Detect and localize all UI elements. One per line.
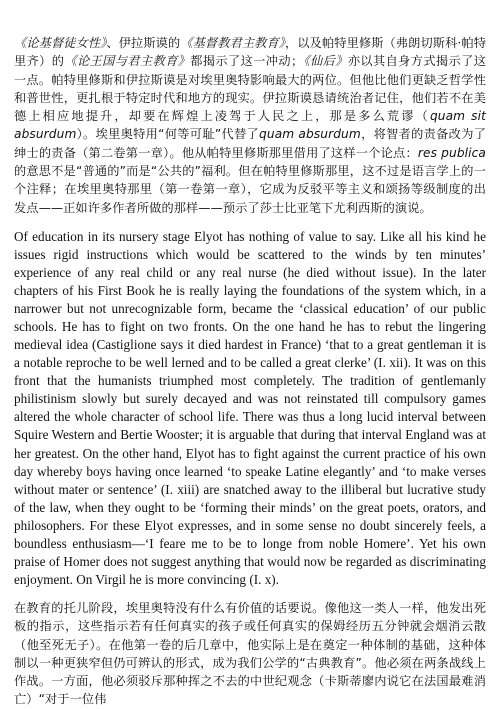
chinese-paragraph-top: [14, 34, 486, 217]
english-paragraph: Of education in its nursery stage Elyot has nothing of value to say. Like all his kind he issues rigid instructions which would be scattered to the winds by ten minutes’ experience of any real child or any real nurse (he died without issue). In the later chapters of his First Book he is really laying the foundations of the system which, in a narrower but not unrecognizable form, became the ‘classical education’ of our public schools. He has to fight on two fronts. On the one hand he has to rebut the lingering medieval idea (Castiglione says it died hardest in France) ‘that to a great gentleman it is a notable reproche to be well lerned and to be called a great clerke’ (I. xii). It was on this front that the humanists triumphed most completely. The tradition of gentlemanly philistinism slowly but surely decayed and was not reinstated till compulsory games altered the whole character of school life. There was thus a long lucid interval between Squire Western and Bertie Wooster; it is arguable that during that interval England was at her greatest. On the other hand, Elyot has to fight against the current practice of his own day whereby boys having once learned ‘to speake Latine elegantly’ and ‘to make verses without mater or sentence’ (I. xiii) are snatched away to the illiberal but lucrative study of the law, when they ought to be ‘forming their minds’ on the great poets, orators, and philosophers. For these Elyot expresses, and in some sense no doubt sincerely feels, a boundless enthusiasm—‘I feare me to be to longe from noble Homere’. Yet his own praise of Homer does not suggest anything that would now be regarded as discriminating enjoyment. On Virgil he is more convincing (I. x).: [14, 228, 486, 587]
text-run: 的意思不是“普通的”而是“公共的”福利。但在帕特里修斯那里，这不过是语言学上的一个注释；在埃里奥特那里（第一卷第一章），它成为反驳平等主义和颂扬等级制度的出发点——正如许多作者所做的那样——预示了莎士比亚笔下尤利西斯的演说。: [14, 164, 486, 215]
text-run: ，以及帕特里修斯（弗朗切斯科·帕特里齐）的: [14, 36, 486, 69]
text-run: ，将智者的责备改为了绅士的责备（第二卷第一章）。他从帕特里修斯那里借用了这样一个论点：: [14, 127, 486, 160]
latin-phrase: quam absurdum: [259, 127, 361, 142]
text-run: ）。埃里奥特用“何等可耻”代替了: [76, 127, 260, 142]
text-run: 都揭示了这一冲动；: [190, 54, 304, 69]
latin-phrase: res publica: [417, 145, 486, 160]
book-title-kingdom: 《论王国与君主教育》: [64, 54, 191, 69]
latin-phrase: quam sit absurdum: [14, 109, 486, 142]
book-title-women: 《论基督徒女性》: [14, 36, 107, 50]
text-run: 、伊拉斯谟的: [106, 36, 181, 50]
book-title-faerie-queene: 《仙后》: [303, 54, 348, 69]
chinese-paragraph-bottom: 在教育的托儿阶段，埃里奥特没有什么有价值的话要说。像他这一类人一样，他发出死板的指示，这些指示若有任何真实的孩子或任何真实的保姆经历五分钟就会烟消云散（他至死无子）。在他第一卷的后几章中，他实际上是在奠定一种体制的基础，这种体制以一种更狭窄但仍可辨认的形式，成为我们公学的“古典教育”。他必须在两条战线上作战。一方面，他必须驳斥那种挥之不去的中世纪观念（卡斯蒂廖内说它在法国最难消亡）“对于一位伟: [14, 600, 486, 707]
book-title-prince-education: 《基督教君主教育》: [180, 36, 286, 50]
text-run: 亦以其自身方式揭示了这一点。帕特里修斯和伊拉斯谟是对埃里奥特影响最大的两位。但他比他们更缺乏哲学性和普世性，更扎根于特定时代和地方的现实。伊拉斯谟恳请统治者记住，他们若不在美德上相应地提升，却要在辉煌上凌驾于人民之上，那是多么荒谬（: [14, 54, 486, 124]
